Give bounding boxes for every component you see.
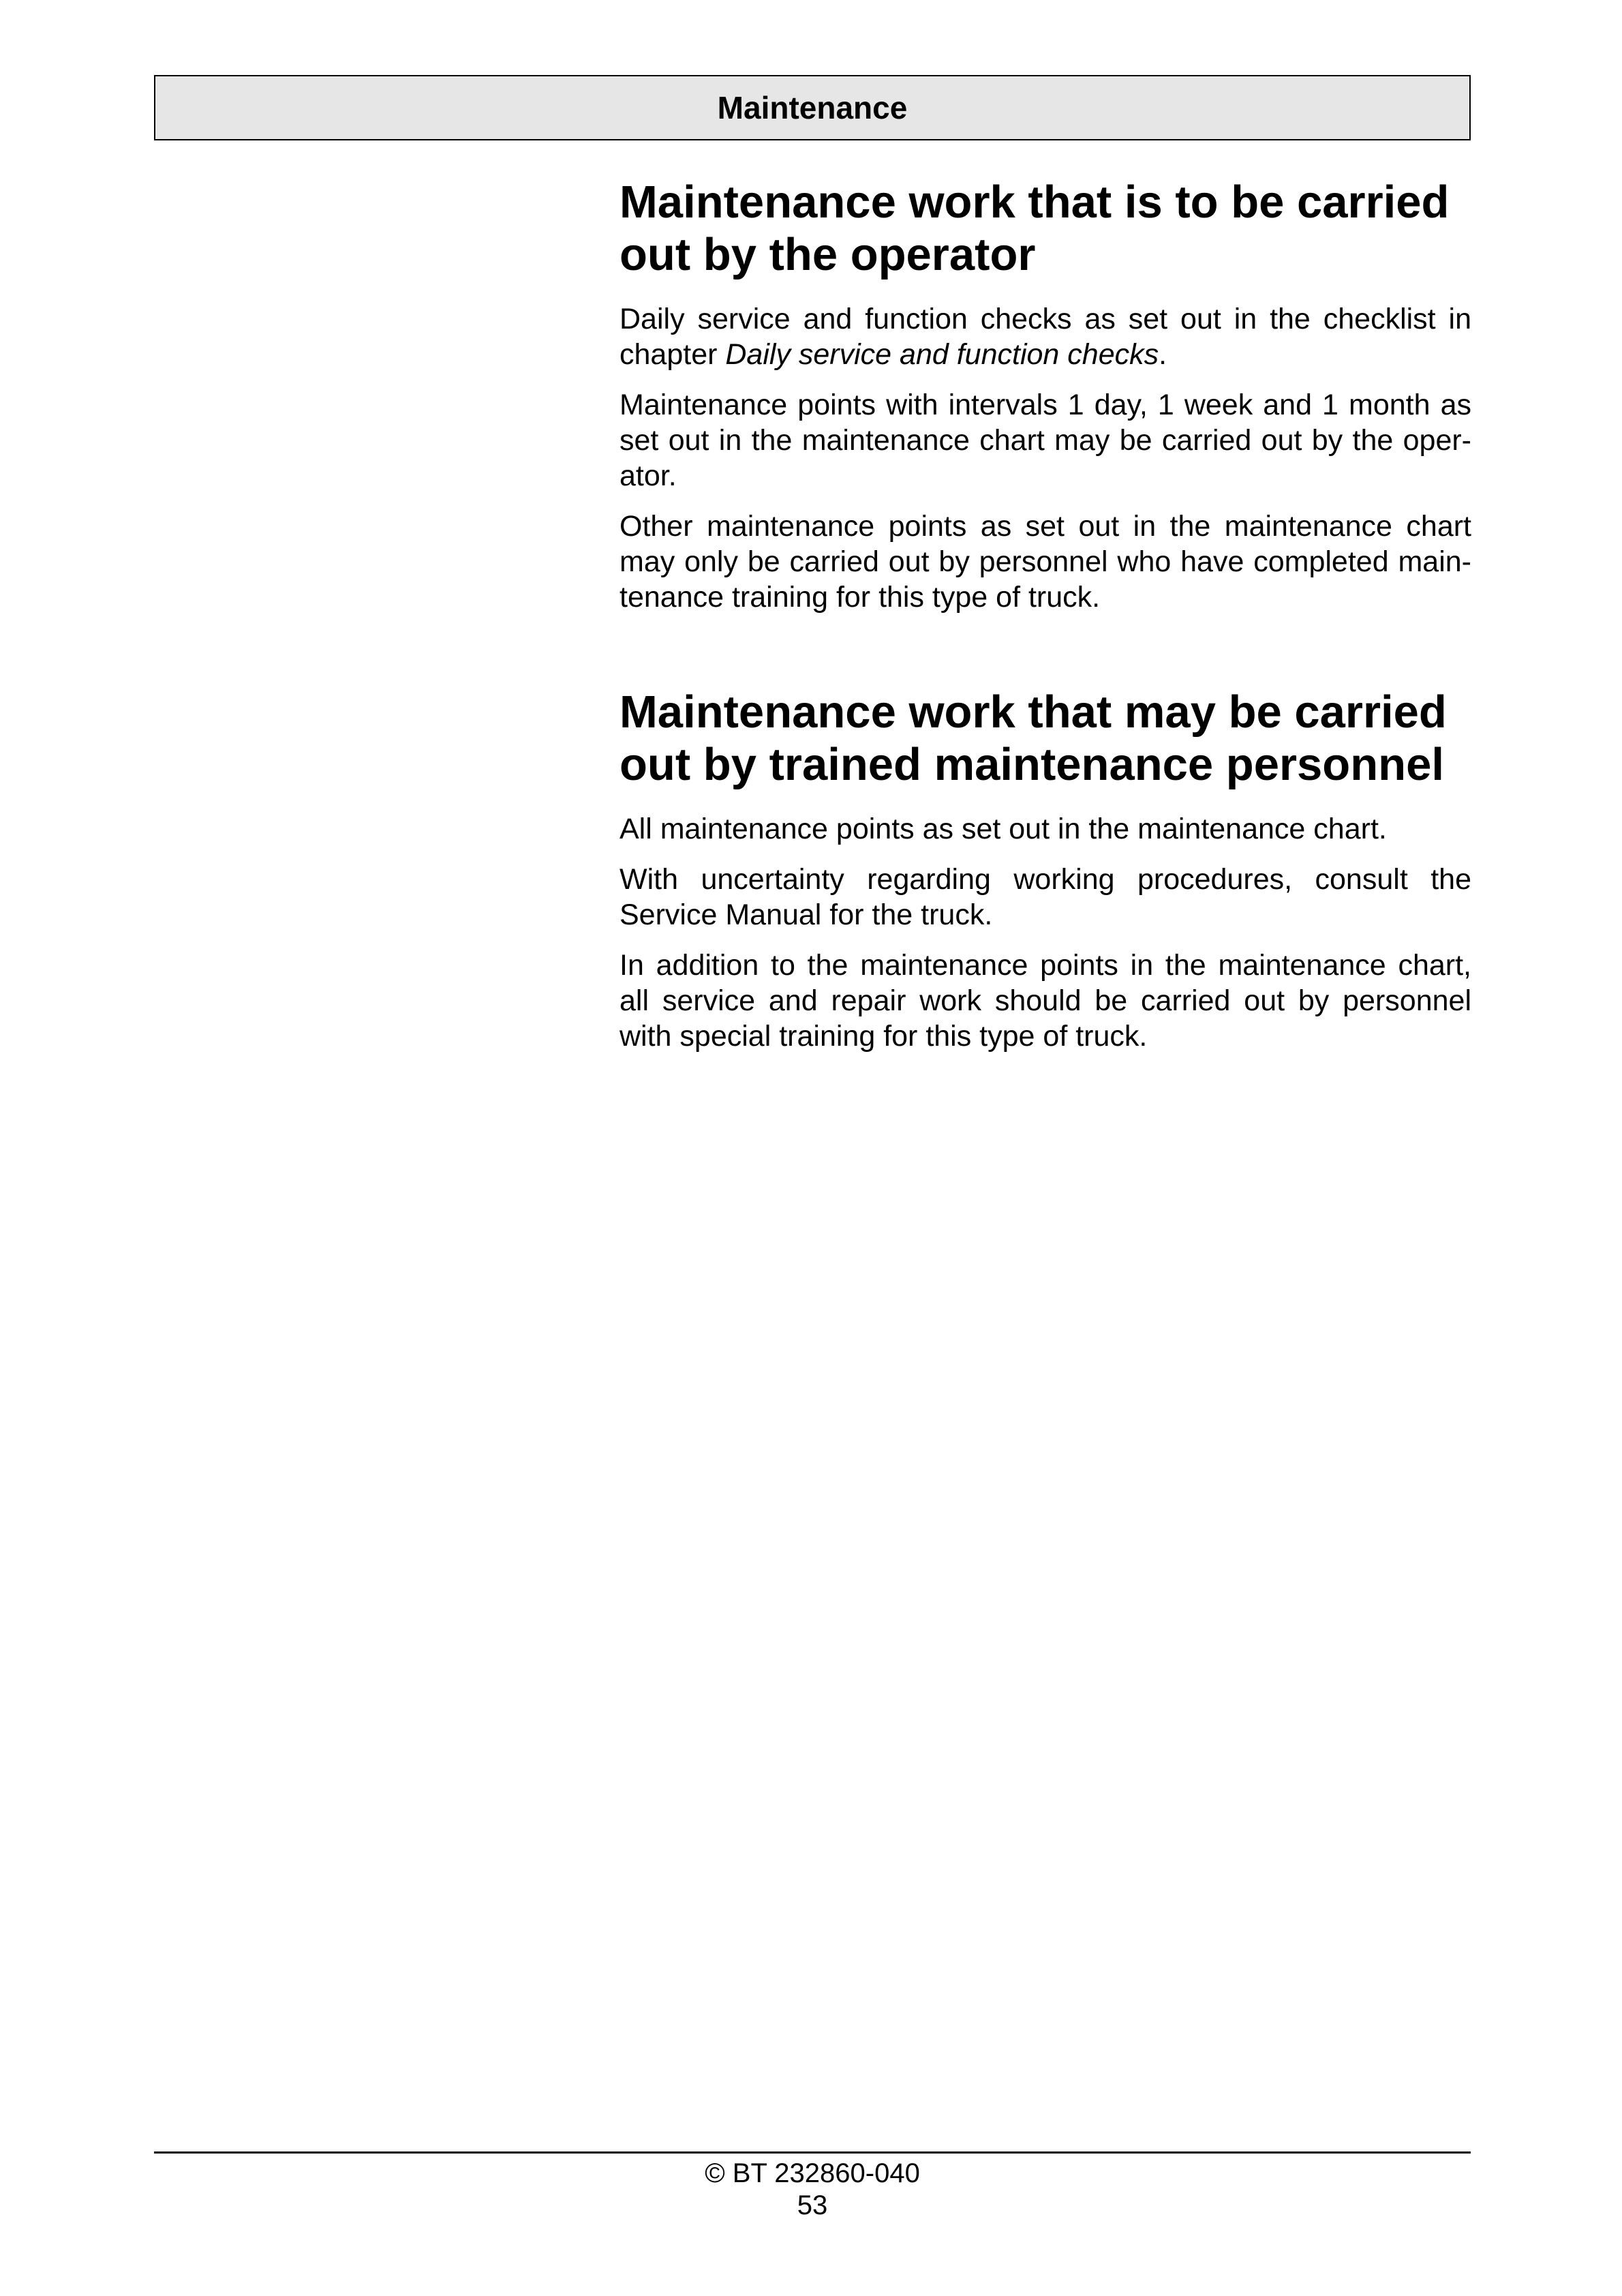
footer-copyright: © BT 232860-040 [705, 2158, 920, 2188]
paragraph-text: . [1159, 338, 1167, 371]
chapter-header [154, 75, 1471, 140]
page-number: 53 [797, 2190, 828, 2220]
main-content [619, 176, 1471, 1069]
section-heading: Maintenance work that may be carried out by trained maintenance personnel [619, 686, 1447, 790]
paragraph: In addition to the maintenance points in the maintenance chart, all service and repair work should be carried out by personnel with special training for this type of truck. [619, 949, 1471, 1053]
section-trained-personnel-maintenance [619, 686, 1471, 1054]
chapter-reference: Daily service and function checks [725, 338, 1159, 371]
paragraph: All maintenance points as set out in the maintenance chart. [619, 813, 1387, 845]
paragraph: Maintenance points with intervals 1 day, 1 week and 1 month as set out in the maintenance chart may be carried out by the oper-ator. [619, 389, 1471, 492]
paragraph-text: Daily service and function checks as set out in the checklist in chapter [619, 303, 1471, 371]
chapter-title: Maintenance [717, 90, 908, 125]
footer-divider [154, 2151, 1471, 2154]
paragraph: Other maintenance points as set out in the maintenance chart may only be carried out by personnel who have completed main-tenance training for this type of truck. [619, 510, 1471, 614]
paragraph [619, 301, 1471, 372]
section-heading: Maintenance work that is to be carried out by the operator [619, 177, 1450, 280]
paragraph: With uncertainty regarding working procedures, consult the Service Manual for the truck. [619, 863, 1471, 931]
section-operator-maintenance [619, 176, 1471, 615]
